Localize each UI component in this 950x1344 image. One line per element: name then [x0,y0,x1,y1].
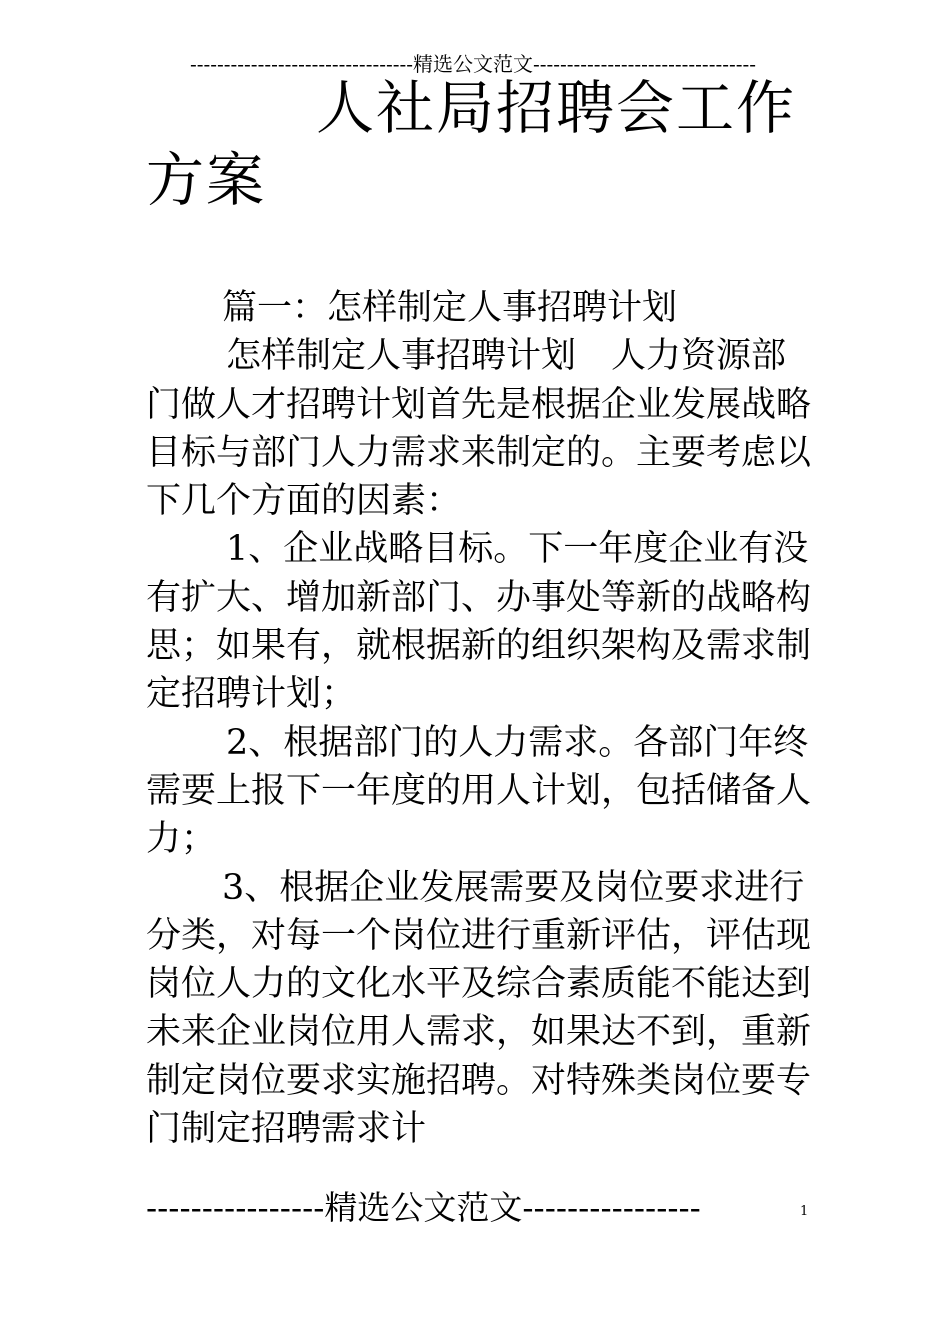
document-title [146,72,806,216]
document-body [146,284,818,1153]
title-line-2: 方案 [146,146,267,214]
title-line-1: 人社局招聘会工作 [316,74,797,142]
page-header: ---------------------------------精选公文范文--------------------------------- [189,52,756,76]
page-footer: ----------------精选公文范文---------------- [146,1188,701,1227]
page-number: 1 [800,1204,809,1219]
paragraph-point-3: 3、根据企业发展需要及岗位要求进行分类，对每一个岗位进行重新评估，评估现岗位人力的文化水平及综合素质能不能达到未来企业岗位用人需求，如果达不到，重新制定岗位要求实施招聘。对特殊类岗位要专门制定招聘需求计 [146,867,812,1150]
paragraph-intro: 怎样制定人事招聘计划 人力资源部门做人才招聘计划首先是根据企业发展战略目标与部门人力需求来制定的。主要考虑以下几个方面的因素： [146,336,812,522]
paragraph-point-2: 2、根据部门的人力需求。各部门年终需要上报下一年度的用人计划，包括储备人力； [146,722,812,860]
paragraph-point-1: 1、企业战略目标。下一年度企业有没有扩大、增加新部门、办事处等新的战略构思；如果有，就根据新的组织架构及需求制定招聘计划； [146,529,812,715]
section-heading: 篇一：怎样制定人事招聘计划 [222,288,678,328]
